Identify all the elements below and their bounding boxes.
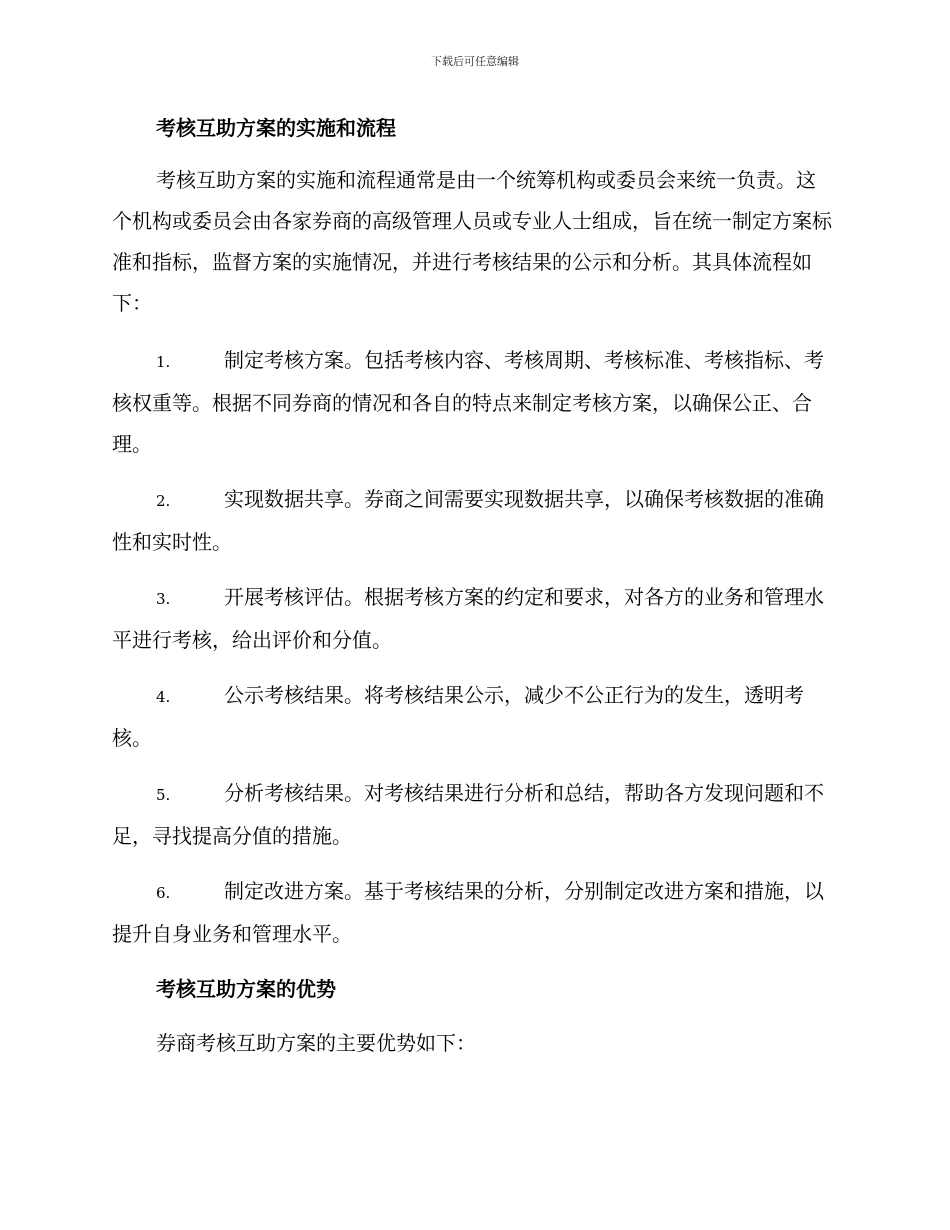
advantages-intro-paragraph: 券商考核互助方案的主要优势如下：: [156, 1031, 476, 1055]
step-number: 4.: [156, 688, 171, 706]
step-number: 2.: [156, 492, 171, 510]
step-number: 5.: [156, 786, 171, 804]
step-text: 实现数据共享。券商之间需要实现数据共享，以确保考核数据的准确性和实时性。: [112, 487, 824, 554]
step-text: 开展考核评估。根据考核方案的约定和要求，对各方的业务和管理水平进行考核，给出评价和分值。: [112, 585, 824, 652]
step-text: 分析考核结果。对考核结果进行分析和总结，帮助各方发现问题和不足，寻找提高分值的措施。: [112, 781, 824, 848]
section-heading-advantages: 考核互助方案的优势: [156, 977, 336, 1001]
process-step: [112, 479, 834, 563]
step-number: 1.: [156, 353, 171, 371]
page-header-note: 下载后可任意编辑: [431, 55, 519, 68]
process-steps-list: [112, 340, 834, 955]
step-text: 公示考核结果。将考核结果公示，减少不公正行为的发生，透明考核。: [112, 683, 804, 750]
step-number: 3.: [156, 590, 171, 608]
step-text: 制定改进方案。基于考核结果的分析，分别制定改进方案和措施，以提升自身业务和管理水平。: [112, 879, 824, 946]
section-heading-implementation: 考核互助方案的实施和流程: [156, 116, 396, 140]
step-text: 制定考核方案。包括考核内容、考核周期、考核标准、考核指标、考核权重等。根据不同券商的情况和各自的特点来制定考核方案，以确保公正、合理。: [112, 348, 824, 456]
process-step: [112, 340, 834, 465]
process-step: [112, 871, 834, 955]
step-number: 6.: [156, 884, 171, 902]
implementation-intro-paragraph: 考核互助方案的实施和流程通常是由一个统筹机构或委员会来统一负责。这个机构或委员会由各家券商的高级管理人员或专业人士组成，旨在统一制定方案标准和指标，监督方案的实施情况，并进行考核结果的公示和分析。其具体流程如下：: [112, 168, 832, 315]
process-step: [112, 675, 834, 759]
process-step: [112, 773, 834, 857]
process-step: [112, 577, 834, 661]
document-body: [112, 108, 834, 1064]
